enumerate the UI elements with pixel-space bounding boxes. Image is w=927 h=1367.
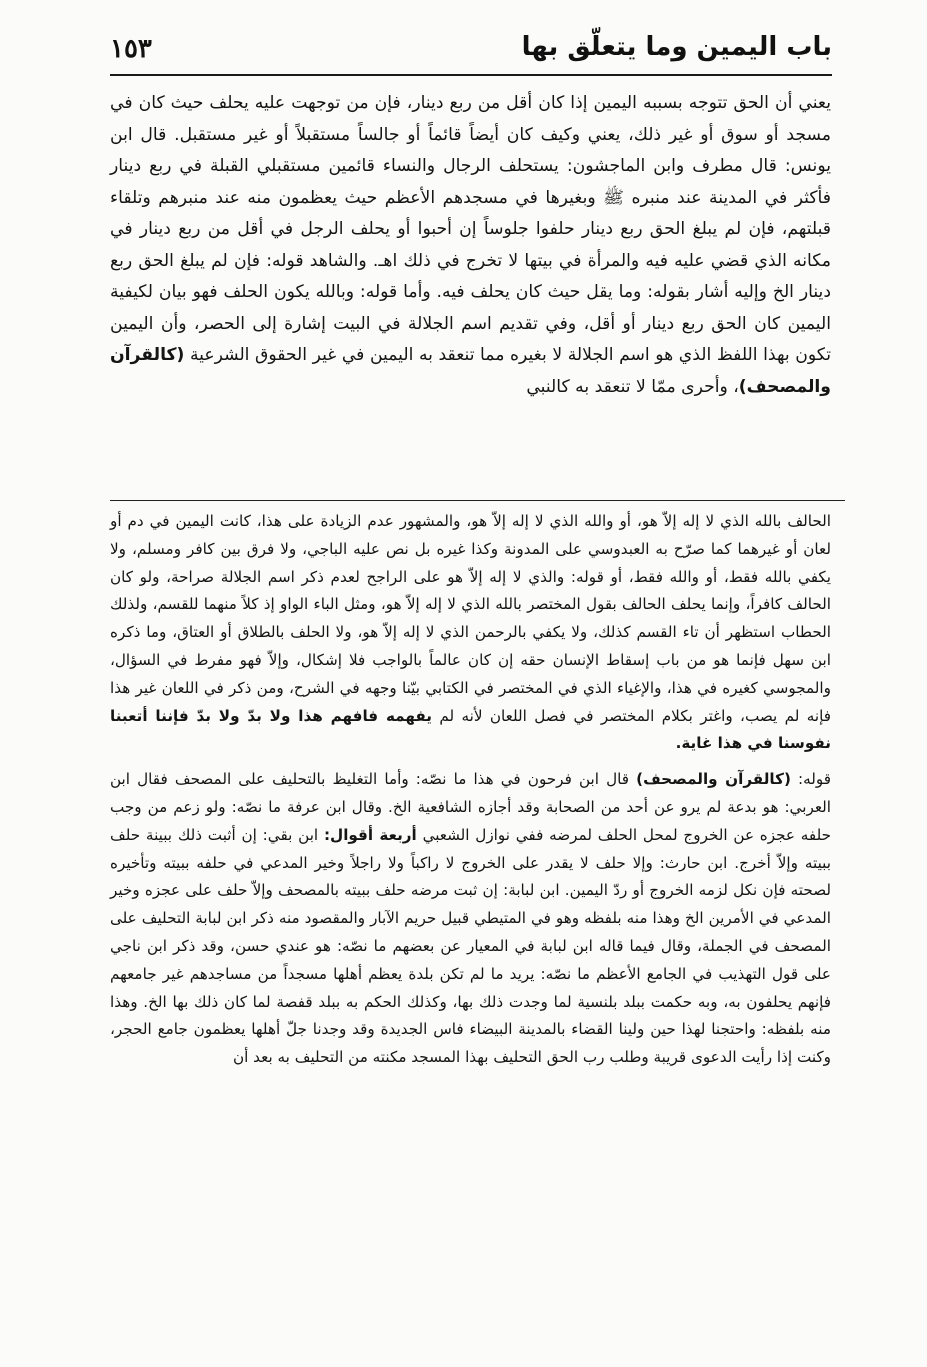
footnote-2-bold-2: أربعة أقوال:: [323, 825, 417, 844]
page-number: ١٥٣: [110, 34, 152, 64]
running-title: باب اليمين وما يتعلّق بها: [521, 32, 832, 62]
footnote-2: [110, 766, 831, 1072]
footnote-1: [110, 508, 831, 758]
footnote-2-text-b: ابن بقي: إن أثبت ذلك ببينة حلف ببيته وإلاّ أخرج. ابن حارث: وإلا حلف لا يقدر على الخروج لا راكباً ولا راجلاً وخير المدعي في حلفه ببيته وتأخيره لصحته فإن نكل لزمه الخروج أو ردّ اليمين. ابن لبابة: إن ثبت مرضه حلف ببيته بالمصحف وإلاّ حلف على عجزه وخير المدعي في الأمرين الخ وهذا منه بلفظه وهو في المتيطي قبيل حريم الآبار والمقصود منه ذكر ابن لبابة التحليف على المصحف في الجملة، وقال فيما قاله ابن لبابة في المعيار عن بعضهم ما نصّه: هو عندي حسن، وقد ذكر ابن ناجي على قول التهذيب في الجامع الأعظم ما نصّه: يريد ما لم تكن بلدة يعظم أهلها مسجداً من مساجدهم غير جامعهم فإنهم يحلفون به، وبه حكمت ببلد بلنسية لما وجدت ذلك بها، وكذلك الحكم به ببلد قفصة لما كان ذلك بها الخ. وهذا منه بلفظه: واحتجنا لهذا حين ولينا القضاء بالمدينة البيضاء فاس الجديدة وقد وجدنا جلّ أهلها يعظمون جامع الحجر، وكنت إذا رأيت الدعوى قريبة وطلب رب الحق التحليف بهذا المسجد مكنته من التحليف به بعد أن: [110, 825, 831, 1067]
main-paragraph-text: يعني أن الحق تتوجه بسببه اليمين إذا كان أقل من ربع دينار، فإن من توجهت عليه يحلف حيث كان في مسجد أو سوق أو غير ذلك، يعني وكيف كان أيضاً قائماً أو جالساً مستقبلاً أو غير مستقبل. قال ابن يونس: قال مطرف وابن الماجشون: يستحلف الرجال والنساء قائمين مستقبلي القبلة في ربع دينار فأكثر في المدينة عند منبره ﷺ وبغيرها في مسجدهم الأعظم حيث يعظمون منه عند منبرهم وتلقاء قبلتهم، فإن لم يبلغ الحق ربع دينار حلفوا جلوساً إن أحبوا أو يحلف الرجل في أقل من ربع دينار في مكانه الذي قضي عليه فيه والمرأة في بيتها لا تخرج في ذلك اهـ. والشاهد قوله: فإن لم يبلغ الحق ربع دينار الخ وإليه أشار بقوله: وما يقل حيث كان يحلف فيه. وأما قوله: وبالله يكون الحلف فهو بيان لكيفية اليمين كان الحق ربع دينار أو أقل، وفي تقديم اسم الجلالة في البيت إشارة إلى الحصر، وأن اليمين تكون بهذا اللفظ الذي هو اسم الجلالة لا بغيره مما تنعقد به اليمين في غير الحقوق الشرعية: [110, 93, 831, 365]
page-header: [110, 30, 832, 76]
footnote-1-text: الحالف بالله الذي لا إله إلاّ هو، أو والله الذي لا إله إلاّ هو، والمشهور عدم الزيادة على هذا، كانت اليمين في دم أو لعان أو غيرهما كما صرّح به العبدوسي على المدونة وكذا غيره بل نص عليه الباجي، ولا فرق بين كافر ومسلم، ولا يكفي بالله فقط، أو والله فقط، أو قوله: والذي لا إله إلاّ هو على الراجح لعدم ذكر اسم الجلالة صراحة، ولو كان الحالف كافراً، وإنما يحلف الحالف بقول المختصر بالله الذي لا إله إلاّ هو، ومثل الباء الواو إذ كلاً منهما للقسم، ولذلك الحطاب استظهر أن تاء القسم كذلك، ولا يكفي بالرحمن الذي لا إله إلاّ هو، ولا الحلف بالطلاق أو العتاق، وما ذكره ابن سهل فإنما هو من باب إسقاط الإنسان حقه إن كان عالماً بالواجب فلا إشكال، وإلاّ فهو مفرط في السؤال، والمجوسي كغيره في هذا، والإغياء الذي في المختصر في الكتابي بيّنا وجهه في الشرح، ومن ذكر في اللعان غير هذا فإنه لم يصب، واغتر بكلام المختصر في فصل اللعان لأنه لم: [110, 512, 831, 725]
footnote-1-bold-end: يفهمه فافهم هذا ولا بدّ ولا بدّ فإننا أتعبنا نفوسنا في هذا غاية.: [110, 706, 831, 753]
footnote-divider: [110, 500, 845, 501]
footnote-2-text-a: قال ابن فرحون في هذا ما نصّه: وأما التغليظ بالتحليف على المصحف فقال ابن العربي: هو بدعة لم يرو عن أحد من الصحابة وقد أجازه الشافعية الخ. وقال ابن عرفة ما نصّه: ولو زعم من وجب حلفه عجزه عن الخروج لمحل الحلف لمرضه ففي نوازل الشعبي: [110, 770, 832, 844]
footnotes: [110, 508, 831, 1072]
main-text: [110, 88, 831, 403]
footnote-2-prefix: قوله:: [798, 770, 832, 789]
main-paragraph: [110, 88, 831, 403]
main-bold-phrase: (كالقرآن والمصحف): [110, 345, 831, 397]
main-paragraph-tail: ، وأحرى ممّا لا تنعقد به كالنبي: [526, 376, 739, 397]
footnote-2-bold: (كالقرآن والمصحف): [636, 770, 791, 789]
